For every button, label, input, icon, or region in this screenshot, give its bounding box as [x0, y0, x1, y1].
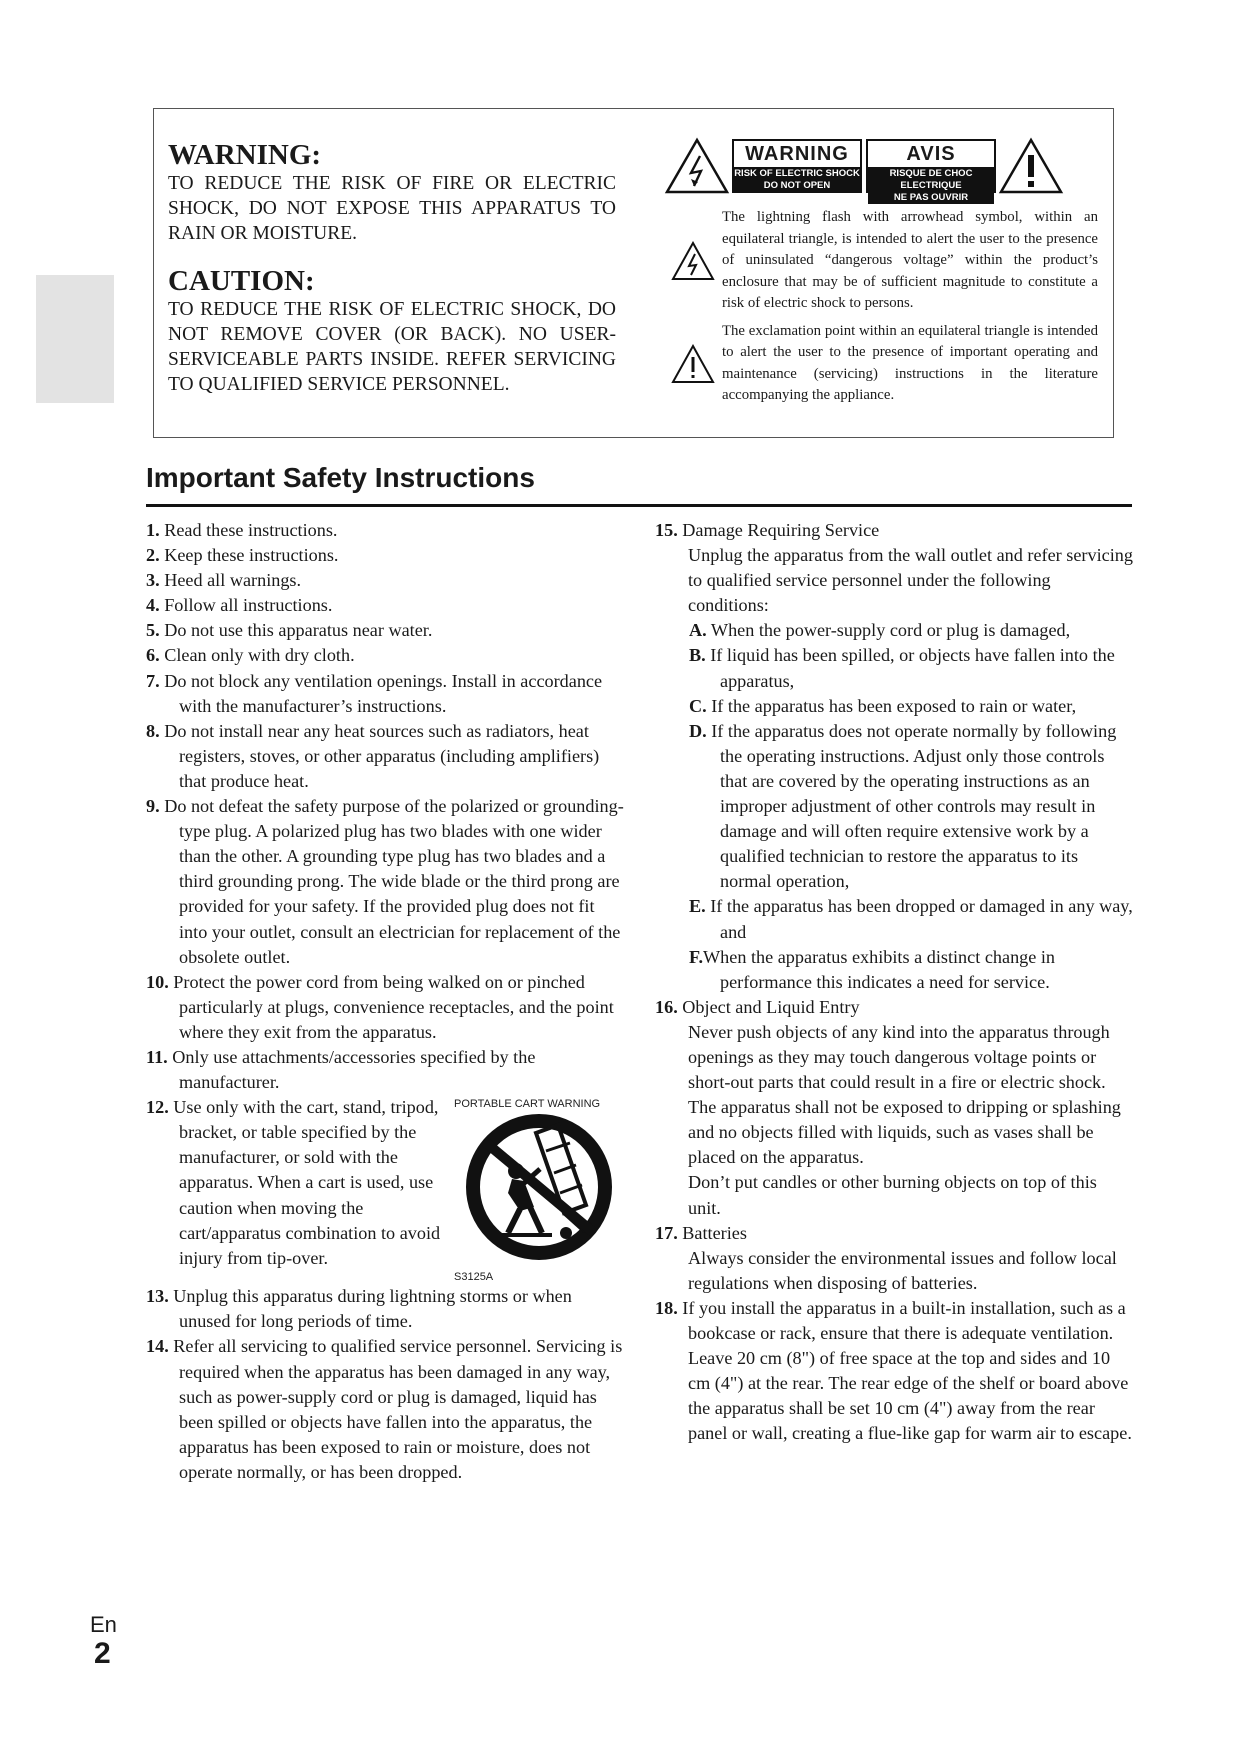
page-number: 2	[94, 1637, 111, 1670]
caution-heading: CAUTION:	[168, 265, 315, 297]
exclamation-explanation	[664, 321, 1098, 407]
list-item: 10. Protect the power cord from being walked on or pinched particularly at plugs, convenience receptacles, and the point where they exit from the apparatus.	[146, 971, 614, 1042]
sub-item: F.When the apparatus exhibits a distinct change in performance this indicates a need for service.	[689, 946, 1056, 992]
list-item: 5. Do not use this apparatus near water.	[146, 620, 433, 641]
item-18-para-2: Leave 20 cm (8") of free space at the top and sides and 10 cm (4") at the rear. The rear edge of the shelf or board above the apparatus shall be set 10 cm (4") away from the rear panel or wall, creating a flue-like gap for warm air to escape.	[688, 1348, 1132, 1444]
list-item: 2. Keep these instructions.	[146, 545, 339, 566]
portable-cart-figure	[454, 1097, 624, 1284]
list-item: 15. Damage Requiring Service	[655, 520, 880, 540]
warning-heading: WARNING:	[168, 139, 322, 171]
sub-item: B. If liquid has been spilled, or objects have fallen into the apparatus,	[689, 645, 1115, 691]
warning-text: TO REDUCE THE RISK OF FIRE OR ELECTRIC SHOCK, DO NOT EXPOSE THIS APPARATUS TO RAIN OR MOISTURE.	[168, 173, 616, 244]
list-item: 16. Object and Liquid Entry	[655, 996, 860, 1017]
warning-box	[153, 108, 1114, 438]
avis-label-sub	[868, 167, 994, 204]
list-item: 9. Do not defeat the safety purpose of the polarized or grounding-type plug. A polarized plug has two blades with one wider than the other. A grounding type plug has two blades and a third grounding prong. The wide blade or the third prong are provided for your safety. If the provided plug does not fit into your outlet, consult an electrician for replacement of the obsolete outlet.	[146, 796, 624, 967]
side-tab-marker	[36, 275, 114, 403]
warning-label-line1: RISK OF ELECTRIC SHOCK	[734, 168, 860, 179]
cart-tipover-warning-icon	[454, 1111, 624, 1263]
warning-label-row	[664, 137, 1098, 203]
warning-right	[664, 137, 1098, 407]
item-15-intro: Unplug the apparatus from the wall outlet and refer servicing to qualified service personnel under the following conditions:	[688, 545, 1133, 616]
small-exclamation-triangle-icon	[671, 344, 715, 384]
list-item: 14. Refer all servicing to qualified service personnel. Servicing is required when the apparatus has been damaged in any way, such as power-supply cord or plug is damaged, liquid has been spilled or objects have fallen into the apparatus, the apparatus has been exposed to rain or moisture, does not operate normally, or has been dropped.	[146, 1336, 623, 1482]
list-item: 18. If you install the apparatus in a built-in installation, such as a bookcase or rack, ensure that there is adequate ventilation.	[655, 1297, 1126, 1343]
list-item: 6. Clean only with dry cloth.	[146, 645, 355, 666]
sub-item: D. If the apparatus does not operate normally by following the operating instructions. Adjust only those controls that are covered by the operating instructions as an improper adjustment of other controls may result in damage and will often require extensive work by a qualified technician to restore the apparatus to its normal operation,	[689, 720, 1117, 892]
cart-warning-caption: PORTABLE CART WARNING	[454, 1098, 601, 1111]
list-item: 17. Batteries	[655, 1222, 747, 1243]
avis-label-line1: RISQUE DE CHOC ELECTRIQUE	[889, 168, 973, 191]
list-item: 7. Do not block any ventilation openings. Install in accordance with the manufacturer’s instructions.	[146, 670, 603, 716]
right-column	[655, 518, 1133, 1446]
sub-item: C. If the apparatus has been exposed to rain or water,	[689, 695, 1077, 716]
warning-label-line2: DO NOT OPEN	[763, 180, 831, 191]
list-item: 1. Read these instructions.	[146, 520, 338, 540]
item-17-para-1: Always consider the environmental issues and follow local regulations when disposing of batteries.	[688, 1247, 1117, 1293]
list-item: 8. Do not install near any heat sources such as radiators, heat registers, stoves, or other apparatus (including amplifiers) that produce heat.	[146, 720, 600, 791]
cart-figure-code: S3125A	[454, 1271, 494, 1284]
exclamation-triangle-icon	[998, 137, 1064, 195]
list-item: 13. Unplug this apparatus during lightning storms or when unused for long periods of time.	[146, 1286, 572, 1332]
exclamation-text: The exclamation point within an equilateral triangle is intended to alert the user to the presence of important operating and maintenance (servicing) instructions in the literature accompanying the appliance.	[722, 322, 1098, 403]
lightning-symbol	[664, 207, 722, 315]
item-16-para-2: The apparatus shall not be exposed to dripping or splashing and no objects filled with liquids, such as vases shall be placed on the apparatus.	[688, 1097, 1121, 1168]
lightning-explanation	[664, 207, 1098, 315]
avis-label-title: AVIS	[906, 143, 956, 165]
warning-label-title: WARNING	[745, 143, 849, 165]
title-rule	[146, 504, 1132, 507]
language-label: En	[90, 1612, 117, 1637]
sub-item: E. If the apparatus has been dropped or damaged in any way, and	[689, 896, 1133, 942]
avis-label	[866, 139, 996, 203]
warning-left	[168, 139, 616, 397]
small-lightning-triangle-icon	[671, 241, 715, 281]
lightning-text: The lightning flash with arrowhead symbol, within an equilateral triangle, is intended to alert the user to the presence of uninsulated “dangerous voltage” within the product’s enclosure that may be of sufficient magnitude to constitute a risk of electric shock to persons.	[722, 209, 1098, 311]
exclamation-symbol	[664, 321, 722, 407]
sub-item: A. When the power-supply cord or plug is damaged,	[689, 620, 1071, 641]
item-16-para-3: Don’t put candles or other burning objects on top of this unit.	[688, 1172, 1097, 1218]
avis-label-line2: NE PAS OUVRIR	[893, 192, 969, 203]
caution-text: TO REDUCE THE RISK OF ELECTRIC SHOCK, DO NOT REMOVE COVER (OR BACK). NO USER-SERVICEABLE PARTS INSIDE. REFER SERVICING TO QUALIFIED SERVICE PERSONNEL.	[168, 299, 616, 395]
item-16-para-1: Never push objects of any kind into the apparatus through openings as they may touch dangerous voltage points or short-out parts that could result in a fire or electric shock.	[688, 1021, 1110, 1093]
lightning-triangle-icon	[664, 137, 730, 195]
warning-label-sub	[734, 167, 860, 192]
item-12-with-figure	[146, 1095, 624, 1284]
list-item: 3. Heed all warnings.	[146, 570, 302, 591]
warning-label	[732, 139, 862, 193]
page-title: Important Safety Instructions	[146, 462, 535, 493]
list-item: 11. Only use attachments/accessories specified by the manufacturer.	[146, 1046, 536, 1093]
left-column	[146, 518, 624, 1485]
list-item: 12. Use only with the cart, stand, tripod, bracket, or table specified by the manufacturer, or sold with the apparatus. When a cart is used, use caution when moving the cart/apparatus combination to avoid injury from tip-over.	[146, 1097, 441, 1268]
list-item: 4. Follow all instructions.	[146, 595, 333, 616]
